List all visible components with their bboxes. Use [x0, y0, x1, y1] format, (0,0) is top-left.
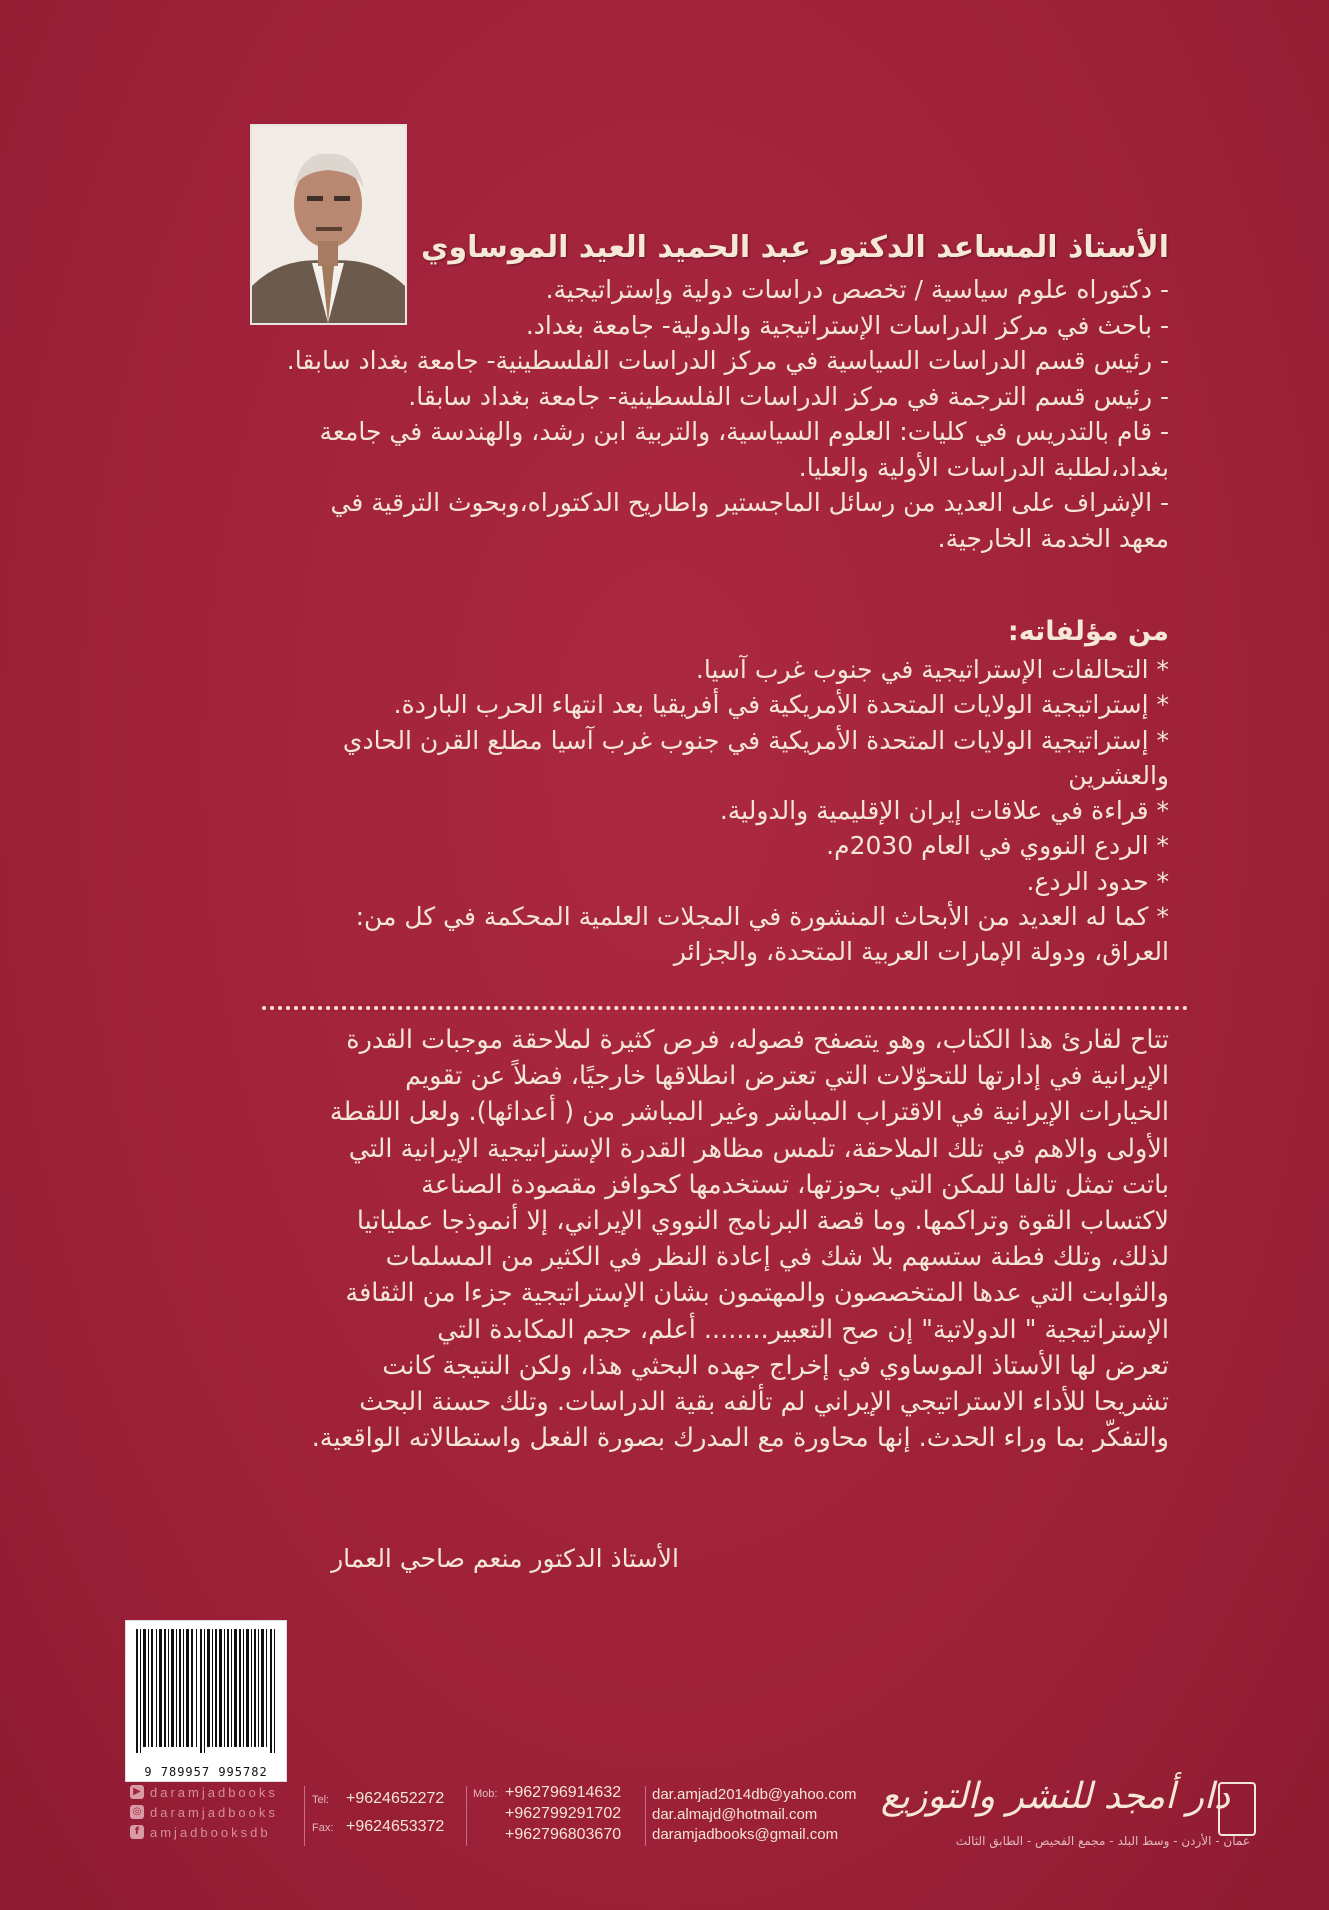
bio-line: - دكتوراه علوم سياسية / تخصص دراسات دولية وإستراتيجية. — [545, 275, 1169, 304]
fax-number[interactable]: +9624653372 — [346, 1818, 445, 1835]
review-line: الخيارات الإيرانية في الاقتراب المباشر وغير المباشر من ( أعدائها). ولعل اللقطة — [329, 1097, 1169, 1128]
work-item: العراق، ودولة الإمارات العربية المتحدة، والجزائر — [673, 937, 1169, 967]
review-line: باتت تمثل تالفا للمكن التي بحوزتها، تستخدمها كحوافز مقصودة الصناعة — [421, 1169, 1169, 1200]
work-item: * إستراتيجية الولايات المتحدة الأمريكية في جنوب غرب آسيا مطلع القرن الحادي — [342, 725, 1169, 755]
works-heading: من مؤلفاته: — [1007, 616, 1169, 647]
work-item: * قراءة في علاقات إيران الإقليمية والدولية. — [719, 796, 1169, 826]
facebook-icon: f — [130, 1825, 144, 1839]
social-handle: amjadbooksdb — [150, 1824, 271, 1840]
review-line: الإيرانية في إدارتها للتحوّلات التي تعترض انطلاقها خارجيًا، فضلاً عن تقويم — [405, 1061, 1169, 1092]
review-line: الأولى والاهم في تلك الملاحقة، تلمس مظاهر القدرة الإستراتيجية الإيرانية التي — [348, 1133, 1169, 1164]
work-item: * كما له العديد من الأبحاث المنشورة في المجلات العلمية المحكمة في كل من: — [355, 902, 1169, 932]
email-link[interactable]: dar.amjad2014db@yahoo.com — [652, 1786, 857, 1803]
review-line: لذلك، وتلك فطنة ستسهم بلا شك في إعادة النظر في الكثير من المسلمات — [385, 1242, 1169, 1273]
phone-fax — [312, 1790, 444, 1846]
work-item: * التحالفات الإستراتيجية في جنوب غرب آسيا. — [695, 655, 1169, 684]
mobile-row — [473, 1784, 621, 1805]
tel-row — [312, 1790, 444, 1818]
youtube-icon: ▶ — [130, 1785, 144, 1799]
work-item: * الردع النووي في العام 2030م. — [826, 831, 1169, 861]
social-facebook[interactable] — [130, 1822, 278, 1842]
bio-line: معهد الخدمة الخارجية. — [937, 523, 1169, 553]
bio-line: بغداد،لطلبة الدراسات الأولية والعليا. — [798, 452, 1169, 482]
fax-label: Fax: — [312, 1822, 334, 1834]
instagram-icon: ◎ — [130, 1805, 144, 1819]
bio-line: - الإشراف على العديد من رسائل الماجستير واطاريح الدكتوراه،وبحوث الترقية في — [330, 488, 1169, 517]
mobile-numbers — [473, 1784, 621, 1847]
mobile-row — [473, 1805, 621, 1826]
isbn-number: 9 789957 995782 — [144, 1765, 268, 1779]
work-item: والعشرين — [1068, 760, 1169, 790]
mobile-row — [473, 1826, 621, 1847]
publisher-logo-text: دار أمجد للنشر والتوزيع — [880, 1776, 1230, 1817]
review-line: والتفكّر بما وراء الحدث. إنها محاورة مع المدرك بصورة الفعل واستطالاته الواقعية. — [311, 1423, 1169, 1454]
email-link[interactable]: daramjadbooks@gmail.com — [652, 1826, 839, 1843]
publisher-footer — [0, 1776, 1329, 1910]
publisher-address: عمان - الأردن - وسط البلد - مجمع الفحيص - الطابق الثالث — [955, 1834, 1250, 1848]
review-line: الإستراتيجية " الدولاتية" إن صح التعبير........ أعلم، حجم المكابدة التي — [437, 1314, 1169, 1345]
reviewer-signature: الأستاذ الدكتور منعم صاحي العمار — [331, 1544, 679, 1573]
footer-divider — [645, 1786, 646, 1846]
review-line: والثوابت التي عدها المتخصصون والمهتمون بشان الإستراتيجية جزءا من الثقافة — [345, 1278, 1169, 1309]
social-instagram[interactable] — [130, 1802, 278, 1822]
mob-label: Mob: — [473, 1788, 498, 1800]
mobile-number[interactable]: +962796914632 — [505, 1784, 622, 1801]
author-name-heading: الأستاذ المساعد الدكتور عبد الحميد العيد الموساوي — [421, 230, 1169, 265]
email-list — [652, 1786, 857, 1846]
works-list — [109, 652, 1169, 970]
work-item: * حدود الردع. — [1026, 866, 1169, 896]
footer-divider — [304, 1786, 305, 1846]
review-line: تتاح لقارئ هذا الكتاب، وهو يتصفح فصوله، فرص كثيرة لملاحقة موجبات القدرة — [346, 1025, 1169, 1055]
mobile-number[interactable]: +962799291702 — [505, 1805, 622, 1822]
tel-number[interactable]: +9624652272 — [346, 1790, 445, 1807]
social-handle: daramjadbooks — [150, 1804, 278, 1820]
social-links — [130, 1782, 278, 1842]
bio-line: - رئيس قسم الدراسات السياسية في مركز الدراسات الفلسطينية- جامعة بغداد سابقا. — [286, 346, 1169, 375]
tel-label: Tel: — [312, 1794, 330, 1806]
dotted-divider — [262, 1006, 1188, 1010]
bio-line: - باحث في مركز الدراسات الإستراتيجية والدولية- جامعة بغداد. — [525, 310, 1169, 340]
review-text — [129, 1022, 1169, 1456]
review-line: تشريحا للأداء الاستراتيجي الإيراني لم تألفه بقية الدراسات. وتلك حسنة البحث — [359, 1387, 1169, 1418]
isbn-barcode — [125, 1620, 287, 1782]
bio-line: - رئيس قسم الترجمة في مركز الدراسات الفلسطينية- جامعة بغداد سابقا. — [408, 381, 1169, 411]
work-item: * إستراتيجية الولايات المتحدة الأمريكية في أفريقيا بعد انتهاء الحرب الباردة. — [393, 690, 1169, 720]
publisher-mark-icon — [1218, 1782, 1256, 1836]
bio-line: - قام بالتدريس في كليات: العلوم السياسية، والتربية ابن رشد، والهندسة في جامعة — [319, 417, 1169, 446]
author-bio — [109, 272, 1169, 556]
review-line: لاكتساب القوة وتراكمها. وما قصة البرنامج النووي الإيراني، إلا أنموذجا عملياتيا — [356, 1206, 1169, 1237]
review-line: تعرض لها الأستاذ الموساوي في إخراج جهده البحثي هذا، ولكن النتيجة كانت — [382, 1350, 1169, 1381]
footer-divider — [466, 1786, 467, 1846]
fax-row — [312, 1818, 444, 1846]
barcode-icon — [126, 1621, 286, 1761]
social-handle: daramjadbooks — [150, 1784, 278, 1800]
email-link[interactable]: dar.almajd@hotmail.com — [652, 1806, 818, 1823]
mobile-number[interactable]: +962796803670 — [505, 1826, 622, 1843]
social-youtube[interactable] — [130, 1782, 278, 1802]
